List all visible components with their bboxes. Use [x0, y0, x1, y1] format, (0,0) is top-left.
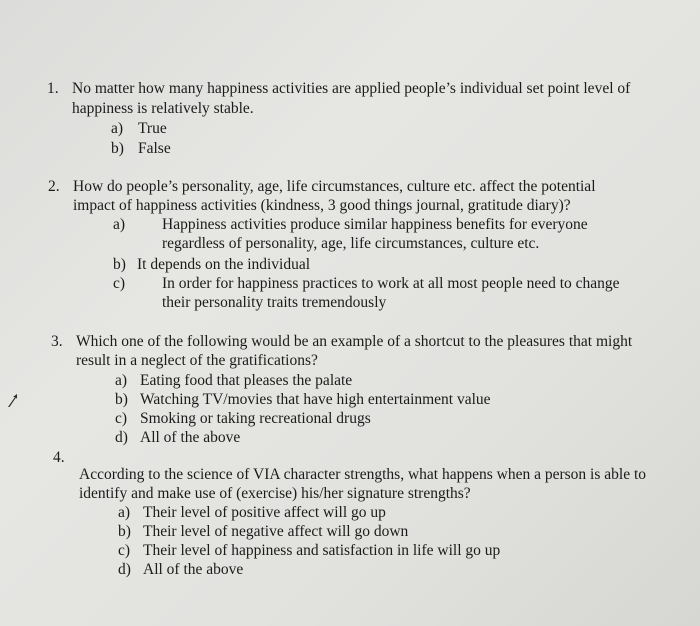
question-4-option-a-text: Their level of positive affect will go up	[143, 504, 386, 521]
question-1-option-b-text: False	[138, 140, 171, 157]
question-4-option-d-text: All of the above	[143, 561, 244, 578]
question-4-option-c-letter: c)	[118, 542, 131, 559]
question-3-option-a-text: Eating food that pleases the palate	[140, 372, 353, 389]
question-2-option-c-text-line-1: In order for happiness practices to work at all most people need to change	[162, 275, 620, 292]
question-3-option-d-text: All of the above	[140, 429, 241, 446]
question-2-option-c-text-line-2: their personality traits tremendously	[162, 294, 387, 311]
question-3-option-c-text: Smoking or taking recreational drugs	[140, 410, 371, 427]
question-4-option-d-letter: d)	[118, 561, 131, 578]
question-2-text-line-1: How do people’s personality, age, life circumstances, culture etc. affect the potential	[73, 178, 596, 195]
question-4-number: 4.	[53, 449, 65, 466]
question-3-option-c-letter: c)	[115, 410, 128, 427]
question-1-text-line-1: No matter how many happiness activities are applied people’s individual set point level of	[72, 80, 631, 97]
question-3-option-d-letter: d)	[115, 429, 128, 446]
question-4-text-line-1: According to the science of VIA character strengths, what happens when a person is able to	[79, 466, 646, 483]
question-2-option-a-text-line-2: regardless of personality, age, life circumstances, culture etc.	[162, 235, 540, 252]
question-4-option-a-letter: a)	[118, 504, 131, 521]
question-2-option-a-text-line-1: Happiness activities produce similar happiness benefits for everyone	[162, 216, 588, 233]
question-4-option-c-text: Their level of happiness and satisfaction in life will go up	[143, 542, 501, 559]
question-4-option-b-letter: b)	[118, 523, 131, 540]
question-3-option-a-letter: a)	[115, 372, 128, 389]
question-3-number: 3.	[51, 333, 63, 350]
question-1-text-line-2: happiness is relatively stable.	[72, 100, 254, 117]
question-1-option-a-letter: a)	[111, 120, 124, 137]
pointer-icon	[6, 393, 20, 409]
question-1-number: 1.	[47, 80, 59, 97]
question-1-option-a-text: True	[138, 120, 167, 137]
question-1-option-b-letter: b)	[111, 140, 124, 157]
question-4-option-b-text: Their level of negative affect will go down	[143, 523, 409, 540]
question-2-option-c-letter: c)	[113, 275, 126, 292]
question-3-option-b-text: Watching TV/movies that have high entertainment value	[140, 391, 491, 408]
question-3-option-b-letter: b)	[115, 391, 128, 408]
question-3-text-line-1: Which one of the following would be an example of a shortcut to the pleasures that might	[76, 333, 633, 350]
question-2-option-a-letter: a)	[113, 216, 126, 233]
question-3-text-line-2: result in a neglect of the gratifications?	[76, 352, 318, 369]
question-2-number: 2.	[48, 178, 60, 195]
question-2-option-b-letter: b)	[113, 256, 126, 273]
question-4-text-line-2: identify and make use of (exercise) his/her signature strengths?	[79, 485, 471, 502]
question-2-text-line-2: impact of happiness activities (kindness, 3 good things journal, gratitude diary)?	[73, 197, 571, 214]
question-2-option-b-text: It depends on the individual	[137, 256, 311, 273]
